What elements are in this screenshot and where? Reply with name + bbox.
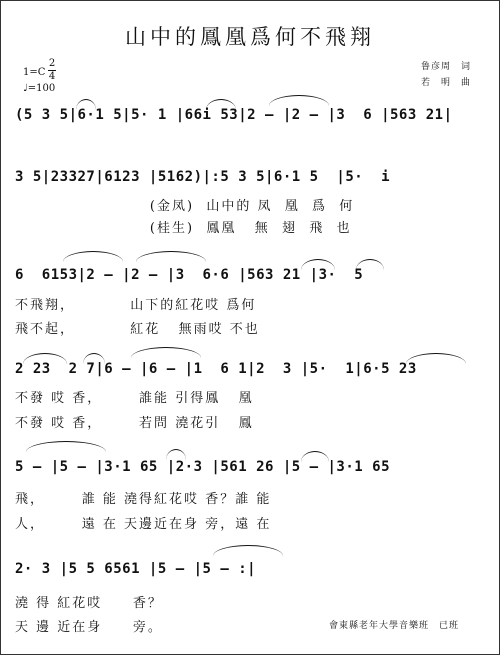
- tie: [213, 545, 283, 556]
- slur: [83, 353, 105, 364]
- lyric-line-4a: 不發 哎 香， 誰能 引得鳳 凰: [15, 391, 254, 406]
- lyric-line-2b: (桂生) 鳳凰 無 翅 飛 也: [15, 221, 352, 236]
- notation-line-3: 6 6153|2 – |2 – |3 6·6 |563 21 |3· 5: [15, 267, 364, 283]
- slur: [301, 259, 335, 270]
- slur: [356, 259, 384, 270]
- notation-line-1: (5 3 5|6·1 5|5· 1 |66i 53|2 – |2 – |3 6 |563 21|: [15, 107, 453, 123]
- time-sig-top: 2: [48, 58, 56, 69]
- song-title: 山中的鳳凰爲何不飛翔: [125, 25, 375, 49]
- tie: [26, 441, 106, 452]
- key-signature: 1=C: [23, 67, 46, 78]
- lyric-line-3a: 不飛翔， 山下的紅花哎 爲何: [15, 298, 257, 313]
- lyric-line-5a: 飛， 誰 能 澆得紅花哎 香？誰 能: [15, 492, 272, 507]
- slur: [301, 451, 329, 462]
- lyric-line-3b: 飛不起， 紅花 無雨哎 不也: [15, 322, 260, 337]
- tie: [131, 347, 201, 358]
- slur: [76, 99, 96, 110]
- lyric-line-6b: 天 邊 近在身 旁。: [15, 620, 163, 635]
- lyric-line-6a: 澆 得 紅花哎 香？: [15, 596, 163, 611]
- notation-line-4: 2 23 2 7|6 – |6 – |1 6 1|2 3 |5· 1|6·5 23: [15, 361, 417, 377]
- time-sig-bottom: 4: [48, 71, 56, 82]
- notation-line-2: 3 5|23327|6123 |5162)|:5 3 5|6·1 5 |5· i: [15, 169, 391, 185]
- slur: [206, 99, 236, 110]
- tempo-mark: ♩=100: [23, 83, 56, 94]
- slur: [166, 449, 186, 460]
- slur: [406, 353, 466, 364]
- slur: [63, 251, 123, 262]
- notation-line-6: 2· 3 |5 5 6561 |5 – |5 – :|: [15, 561, 257, 577]
- notation-line-5: 5 – |5 – |3·1 65 |2·3 |561 26 |5 – |3·1 65: [15, 459, 391, 475]
- slur: [23, 353, 67, 364]
- tie: [136, 251, 206, 262]
- lyric-line-2a: (金凤) 山中的 凤 凰 爲 何: [15, 199, 355, 214]
- time-signature: [48, 59, 56, 82]
- lyric-line-5b: 人， 遠 在 天邊近在身 旁，遠 在: [15, 517, 272, 532]
- publisher-credit: 會東縣老年大學音樂班 已班: [328, 621, 459, 631]
- tie: [269, 95, 329, 106]
- lyric-line-4b: 不發 哎 香， 若問 澆花引 鳳: [15, 416, 254, 431]
- composer-credit: 若 明 曲: [420, 78, 471, 88]
- lyricist-credit: 鲁彦周 词: [420, 62, 471, 72]
